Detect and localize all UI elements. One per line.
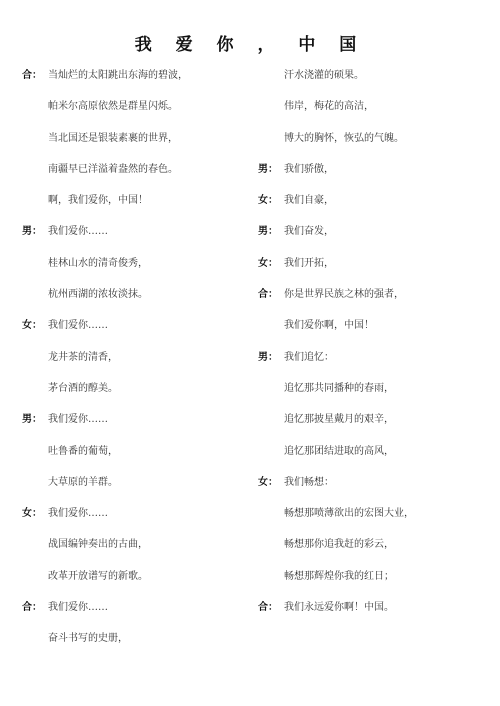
speaker-label: 女： — [258, 195, 278, 207]
line-text: 博大的胸怀，恢弘的气魄。 — [284, 132, 404, 144]
poem-line — [258, 502, 488, 533]
speaker-label: 合： — [258, 289, 278, 301]
line-text: 追忆那共同播种的春雨， — [284, 382, 394, 394]
line-text: 我们畅想： — [284, 476, 334, 488]
line-text: 追忆那披星戴月的艰辛， — [284, 414, 394, 426]
line-text: 我们开拓， — [284, 257, 334, 269]
line-text: 大草原的羊群。 — [48, 476, 118, 488]
line-text: 我们爱你…… — [48, 226, 108, 238]
speaker-label: 男： — [22, 226, 42, 238]
line-text: 我们永远爱你啊！中国。 — [284, 602, 394, 614]
speaker-label: 女： — [22, 320, 42, 332]
speaker-label: 男： — [258, 226, 278, 238]
line-text: 追忆那团结进取的高风， — [284, 445, 394, 457]
line-text: 啊，我们爱你，中国！ — [48, 195, 148, 207]
line-text: 龙井茶的清香， — [48, 351, 118, 363]
poem-line — [258, 596, 488, 627]
speaker-label: 男： — [258, 163, 278, 175]
right-column — [258, 64, 488, 627]
line-text: 吐鲁番的葡萄， — [48, 445, 118, 457]
speaker-label: 合： — [22, 602, 42, 614]
line-text: 我们爱你…… — [48, 508, 108, 520]
poem-line — [22, 565, 250, 596]
poem-line — [22, 627, 250, 658]
line-text: 你是世界民族之林的强者， — [284, 289, 404, 301]
speaker-label: 女： — [22, 508, 42, 520]
poem-line — [258, 127, 488, 158]
line-text: 我们奋发， — [284, 226, 334, 238]
line-text: 改革开放谱写的新歌。 — [48, 570, 148, 582]
line-text: 茅台酒的醇美。 — [48, 382, 118, 394]
poem-line — [258, 252, 488, 283]
poem-line — [22, 189, 250, 220]
poem-line — [258, 346, 488, 377]
line-text: 畅想那喷薄欲出的宏图大业， — [284, 508, 414, 520]
poem-line — [22, 220, 250, 251]
poem-line — [258, 377, 488, 408]
poem-line — [22, 127, 250, 158]
poem-line — [22, 533, 250, 564]
speaker-label: 合： — [258, 602, 278, 614]
poem-line — [258, 95, 488, 126]
line-text: 杭州西湖的浓妆淡抹。 — [48, 289, 148, 301]
speaker-label: 合： — [22, 70, 42, 81]
line-text: 奋斗书写的史册， — [48, 633, 128, 645]
poem-title: 我 爱 你 ， 中 国 — [134, 35, 366, 55]
poem-line — [22, 64, 250, 95]
line-text: 帕米尔高原依然是群星闪烁。 — [48, 101, 178, 113]
poem-line — [258, 64, 488, 95]
left-column — [22, 64, 250, 659]
line-text: 当北国还是银装素裹的世界， — [48, 132, 178, 144]
line-text: 畅想那你追我赶的彩云， — [284, 539, 394, 551]
line-text: 畅想那辉煌你我的红日； — [284, 570, 394, 582]
line-text: 我们爱你…… — [48, 414, 108, 426]
poem-line — [22, 596, 250, 627]
speaker-label: 男： — [258, 351, 278, 363]
poem-line — [258, 314, 488, 345]
poem-line — [22, 502, 250, 533]
line-text: 我们爱你…… — [48, 320, 108, 332]
poem-line — [258, 565, 488, 596]
line-text: 我们爱你啊，中国！ — [284, 320, 374, 332]
line-text: 我们追忆： — [284, 351, 334, 363]
poem-line — [258, 471, 488, 502]
poem-line — [22, 377, 250, 408]
poem-line — [258, 158, 488, 189]
line-text: 当灿烂的太阳跳出东海的碧波， — [48, 70, 188, 81]
poem-line — [22, 346, 250, 377]
line-text: 我们骄傲， — [284, 163, 334, 175]
poem-line — [258, 533, 488, 564]
speaker-label: 男： — [22, 414, 42, 426]
speaker-label: 女： — [258, 257, 278, 269]
poem-line — [258, 440, 488, 471]
poem-line — [258, 189, 488, 220]
poem-line — [22, 408, 250, 439]
line-text: 桂林山水的清奇俊秀， — [48, 257, 148, 269]
line-text: 汗水浇灌的硕果。 — [284, 70, 364, 81]
poem-line — [22, 95, 250, 126]
poem-line — [22, 471, 250, 502]
poem-line — [22, 158, 250, 189]
line-text: 伟岸，梅花的高洁， — [284, 101, 374, 113]
poem-line — [258, 220, 488, 251]
line-text: 南疆早已洋溢着盎然的春色。 — [48, 163, 178, 175]
speaker-label: 女： — [258, 476, 278, 488]
line-text: 战国编钟奏出的古曲， — [48, 539, 148, 551]
poem-line — [22, 314, 250, 345]
poem-line — [258, 283, 488, 314]
poem-line — [22, 252, 250, 283]
poem-line — [22, 440, 250, 471]
poem-line — [22, 283, 250, 314]
poem-line — [258, 408, 488, 439]
line-text: 我们爱你…… — [48, 602, 108, 614]
line-text: 我们自豪， — [284, 195, 334, 207]
